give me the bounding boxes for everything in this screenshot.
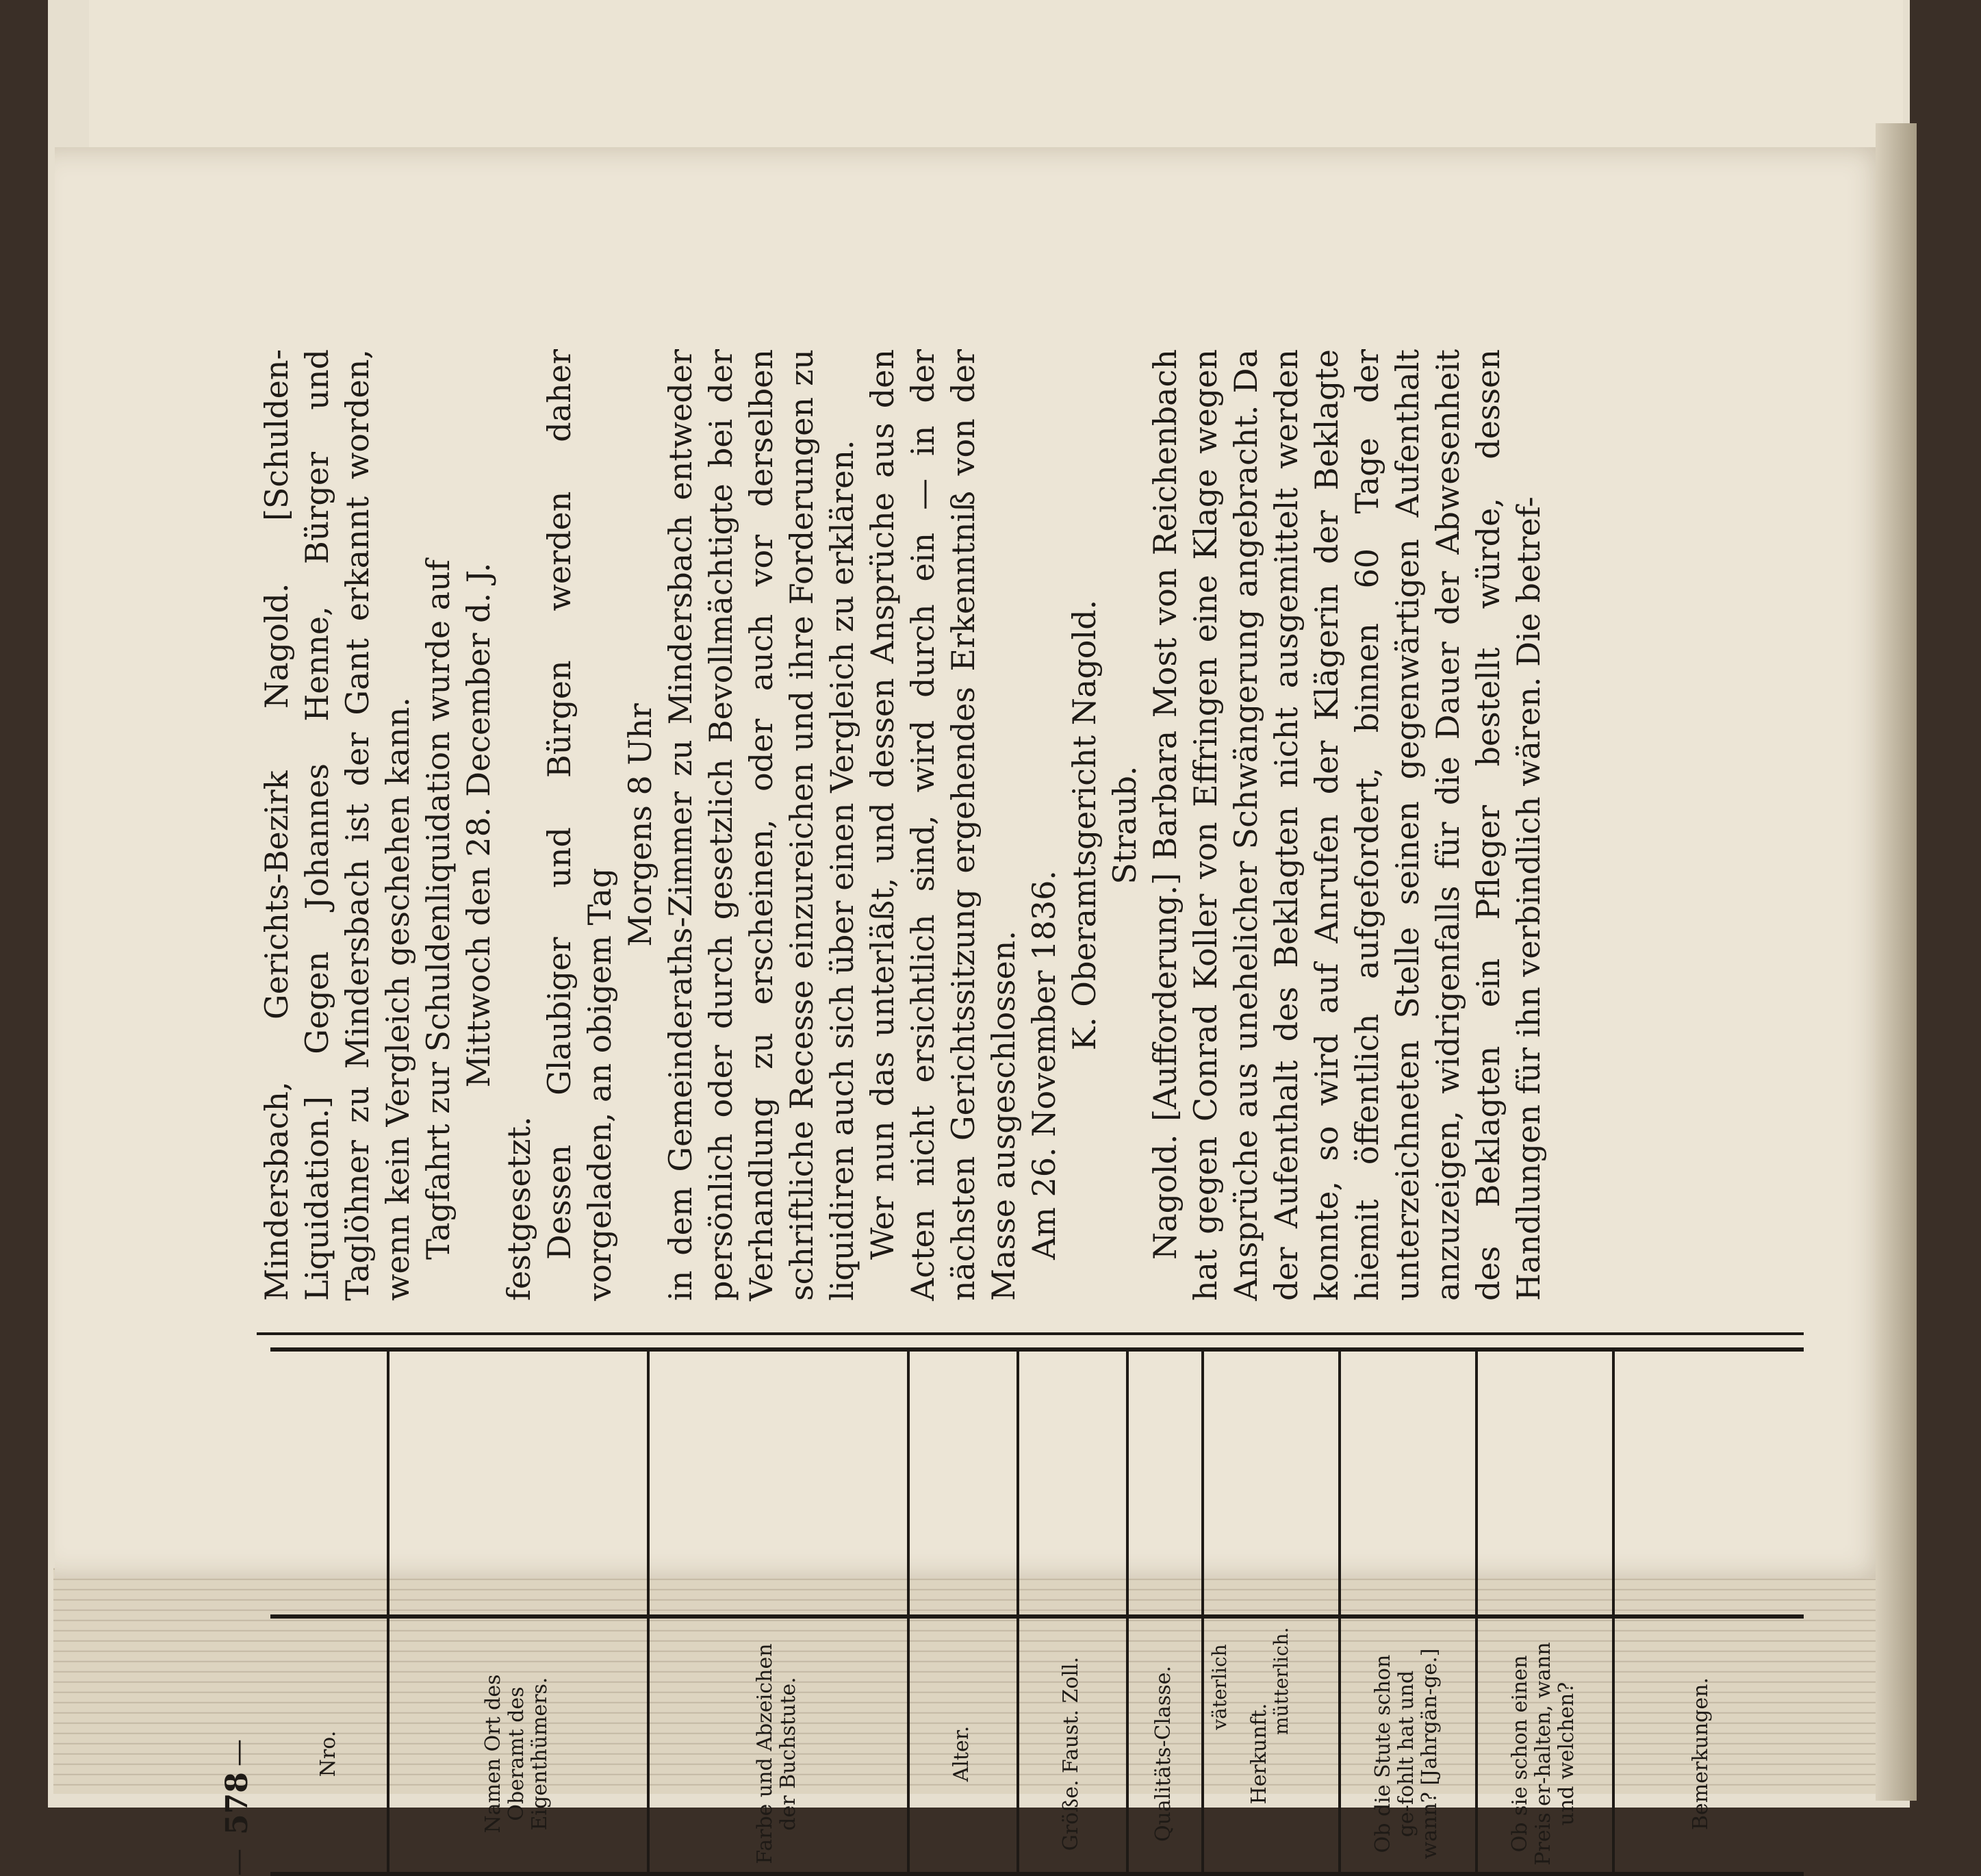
header-dash-right: — [222, 1739, 254, 1766]
notice-dated: Am 26. November 1836. [1025, 870, 1062, 1260]
column-header-foaled: Ob die Stute schon ge-fohlt hat und wann? [Jahrgän-ge.] [1371, 1648, 1442, 1860]
legal-notices [257, 349, 1804, 1301]
notice-exclusion: Wer nun das unterläßt, und dessen Ansprüche aus den Acten nicht ersichtlich sind, wird durch ein — in der nächsten Gerichtssitzung ergehendes Erkenntniß von der Masse ausgeschlossen. [864, 349, 1022, 1301]
origin-paternal: väterlich [1208, 1644, 1231, 1730]
column-header-mare: Farbe und Abzeichen der Buchstute. [753, 1643, 800, 1864]
page-number: 578 [220, 1772, 255, 1835]
origin-label: Herkunft. [1247, 1703, 1271, 1805]
page-header [216, 335, 257, 1876]
column-header-owner: Namen Ort des Oberamt des Eigenthümers. [481, 1674, 552, 1834]
origin-maternal: mütterlich. [1270, 1627, 1292, 1735]
column-header-quality: Qualitäts-Classe. [1151, 1665, 1175, 1842]
column-header-prize: Ob sie schon einen Preis er-halten, wann und welchen? [1508, 1642, 1579, 1866]
column-header-remarks: Bemerkungen. [1689, 1677, 1713, 1830]
column-rule [257, 1332, 1804, 1335]
column-header-size: Größe. Faust. Zoll. [1059, 1656, 1083, 1851]
notice-creditors: Dessen Glaubiger und Bürgen werden daher vorgeladen, an obigem Tag [541, 349, 618, 1301]
notice-date: Mittwoch den 28. December d. J. [460, 562, 497, 1088]
notice-time: Morgens 8 Uhr [622, 703, 659, 947]
notice-signature: Straub. [1106, 765, 1143, 885]
facing-page-edge [89, 0, 1903, 150]
notice-date-intro: Tagfahrt zur Schuldenliquidation wurde auf [420, 559, 457, 1260]
notice-fixed: festgesetzt. [500, 1116, 537, 1301]
table-header-divider [270, 1614, 1804, 1619]
header-dash-left: — [222, 1849, 254, 1876]
rotated-page-content [216, 335, 1817, 1876]
notice-mindersbach-intro: Mindersbach, Gerichts-Bezirk Nagold. [Schulden-Liquidation.] Gegen Johannes Henne, Bürger und Taglöhner zu Mindersbach ist der Gant erkannt worden, wenn kein Vergleich geschehen kann. [258, 349, 416, 1301]
column-header-nro: Nro. [316, 1730, 340, 1777]
notice-court: K. Oberamtsgericht Nagold. [1066, 599, 1103, 1051]
column-header-age: Alter. [949, 1725, 973, 1782]
notice-location: in dem Gemeinderaths-Zimmer zu Mindersbach entweder persönlich oder durch gesetzlich Bevollmächtigte bei der Verhandlung zu erscheinen, oder auch vor derselben schriftliche Recesse einzureichen und ihre Forderungen zu liquidiren auch sich über einen Vergleich zu erklären. [662, 349, 860, 1301]
register-table [270, 1347, 1804, 1876]
notice-nagold-summons: Nagold. [Aufforderung.] Barbara Most von Reichenbach hat gegen Conrad Koller von Effringen eine Klage wegen Ansprüche aus unehelicher Schwängerung angebracht. Da der Aufenthalt des Beklagten nicht ausgemittelt werden konnte, so wird auf Anrufen der Klägerin der Beklagte hiemit öffentlich aufgefordert, binnen 60 Tage der unterzeichneten Stelle seinen gegenwärtigen Aufenthalt anzuzeigen, widrigenfalls für die Dauer der Abwesenheit des Beklagten ein Pfleger bestellt würde, dessen Handlungen für ihn verbindlich wären. Die betref- [1147, 349, 1547, 1301]
book-spine [1876, 123, 1917, 1801]
